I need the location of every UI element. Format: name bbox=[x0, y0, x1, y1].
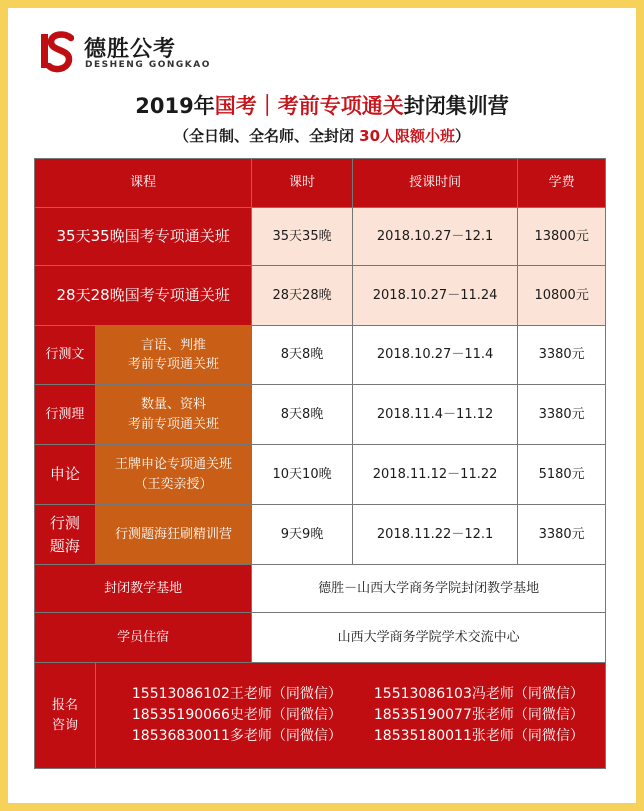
course-name: 35天35晚国考专项通关班 bbox=[35, 208, 251, 265]
course-name-line1: 数量、资料 bbox=[141, 397, 207, 412]
course-fee: 3380元 bbox=[517, 326, 605, 384]
course-name-line2: 考前专项通关班 bbox=[128, 357, 220, 372]
course-name bbox=[95, 326, 251, 384]
contact-entry: 18536830011多老师（同微信） bbox=[131, 728, 342, 744]
contact-label bbox=[35, 663, 95, 768]
course-name-line2: 考前专项通关班 bbox=[128, 416, 220, 432]
title-highlight: 国考｜考前专项通关 bbox=[214, 94, 404, 118]
subtitle-suffix: ） bbox=[455, 127, 471, 145]
course-fee: 3380元 bbox=[517, 385, 605, 444]
course-category: 行测理 bbox=[35, 385, 95, 444]
course-time: 2018.11.12－11.22 bbox=[352, 445, 517, 504]
table-header-row bbox=[35, 159, 605, 207]
base-row bbox=[35, 564, 605, 612]
contact-line bbox=[116, 726, 600, 747]
brand-name-en: DESHENG GONGKAO bbox=[85, 60, 211, 70]
course-name-line1: 言语、判推 bbox=[141, 337, 207, 353]
course-name-line1: 王牌申论专项通关班 bbox=[115, 457, 233, 472]
course-hours: 8天8晚 bbox=[251, 385, 352, 444]
contact-entry: 15513086102王老师（同微信） bbox=[131, 686, 342, 702]
table-row bbox=[35, 504, 605, 564]
course-name: 行测题海狂刷精训营 bbox=[95, 505, 251, 564]
contact-entry: 18535190066史老师（同微信） bbox=[131, 707, 342, 723]
course-table bbox=[34, 158, 606, 769]
contact-line bbox=[116, 705, 600, 726]
course-category: 行测文 bbox=[35, 326, 95, 384]
page-title bbox=[8, 90, 636, 120]
contact-line bbox=[116, 684, 600, 705]
contact-entry: 18535190077张老师（同微信） bbox=[373, 707, 584, 723]
header-course: 课程 bbox=[35, 159, 251, 207]
course-hours: 28天28晚 bbox=[251, 266, 352, 325]
course-time: 2018.10.27－12.1 bbox=[352, 208, 517, 265]
course-hours: 10天10晚 bbox=[251, 445, 352, 504]
course-hours: 35天35晚 bbox=[251, 208, 352, 265]
course-fee: 5180元 bbox=[517, 445, 605, 504]
contact-list bbox=[95, 663, 605, 768]
course-fee: 10800元 bbox=[517, 266, 605, 325]
course-time: 2018.11.4－11.12 bbox=[352, 385, 517, 444]
course-time: 2018.11.22－12.1 bbox=[352, 505, 517, 564]
course-fee: 13800元 bbox=[517, 208, 605, 265]
base-value: 德胜－山西大学商务学院封闭教学基地 bbox=[251, 565, 605, 612]
contact-entry: 18535180011张老师（同微信） bbox=[373, 728, 584, 744]
subtitle-highlight: 30人限额小班 bbox=[359, 127, 456, 145]
desheng-logo-icon bbox=[38, 30, 74, 74]
poster bbox=[8, 8, 636, 803]
page-subtitle bbox=[8, 125, 636, 146]
table-row bbox=[35, 384, 605, 444]
course-name bbox=[95, 445, 251, 504]
course-category: 申论 bbox=[35, 445, 95, 504]
course-category bbox=[35, 505, 95, 564]
title-prefix: 2019年 bbox=[135, 94, 215, 118]
lodging-row bbox=[35, 612, 605, 662]
contact-entry: 15513086103冯老师（同微信） bbox=[373, 686, 584, 702]
category-line1: 行测 bbox=[49, 514, 80, 532]
contact-label-line1: 报名 bbox=[51, 698, 78, 713]
course-name: 28天28晚国考专项通关班 bbox=[35, 266, 251, 325]
course-name bbox=[95, 385, 251, 444]
lodging-label: 学员住宿 bbox=[35, 613, 251, 662]
category-line2: 题海 bbox=[49, 536, 80, 555]
table-row bbox=[35, 207, 605, 265]
subtitle-prefix: （全日制、全名师、全封闭 bbox=[173, 127, 360, 145]
contact-label-line2: 咨询 bbox=[51, 717, 78, 733]
lodging-value: 山西大学商务学院学术交流中心 bbox=[251, 613, 605, 662]
header-time: 授课时间 bbox=[352, 159, 517, 207]
brand-name-cn: 德胜公考 bbox=[84, 37, 177, 62]
table-row bbox=[35, 325, 605, 384]
header-fee: 学费 bbox=[517, 159, 605, 207]
course-hours: 8天8晚 bbox=[251, 326, 352, 384]
header-hours: 课时 bbox=[251, 159, 352, 207]
course-time: 2018.10.27－11.4 bbox=[352, 326, 517, 384]
course-fee: 3380元 bbox=[517, 505, 605, 564]
course-time: 2018.10.27－11.24 bbox=[352, 266, 517, 325]
course-name-line2: （王奕亲授） bbox=[134, 476, 213, 492]
course-hours: 9天9晚 bbox=[251, 505, 352, 564]
table-row bbox=[35, 265, 605, 325]
table-row bbox=[35, 444, 605, 504]
contact-row bbox=[35, 662, 605, 768]
title-suffix: 封闭集训营 bbox=[403, 94, 509, 118]
base-label: 封闭教学基地 bbox=[35, 565, 251, 612]
